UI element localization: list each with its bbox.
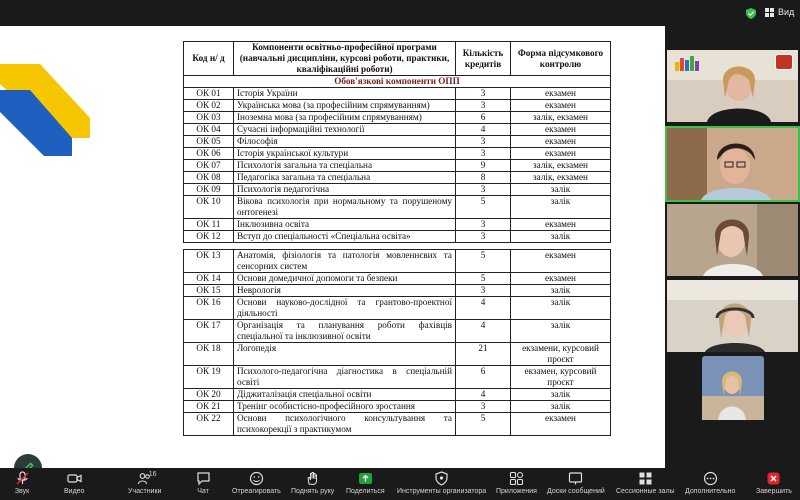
encryption-shield-icon[interactable] bbox=[746, 8, 756, 19]
cell-course-name: Основи психологічного консультування та психокорекції з практикумом bbox=[234, 413, 456, 436]
cell-assessment-form: залік bbox=[511, 196, 611, 219]
table-gap bbox=[184, 243, 611, 250]
participant-video bbox=[667, 280, 798, 352]
cell-code: ОК 10 bbox=[184, 196, 234, 219]
table-row bbox=[184, 320, 611, 343]
cell-credits: 4 bbox=[456, 320, 511, 343]
curriculum-table bbox=[183, 41, 611, 436]
smiley-icon bbox=[249, 471, 264, 486]
more-button[interactable] bbox=[685, 470, 735, 495]
audio-label: Звук bbox=[14, 488, 30, 495]
cell-course-name: Основи науково-дослідної та грантово-проектної діяльності bbox=[234, 297, 456, 320]
cell-course-name: Неврологія bbox=[234, 285, 456, 297]
table-body-professional bbox=[184, 250, 611, 436]
participants-count: 16 bbox=[148, 471, 157, 478]
cell-code: ОК 18 bbox=[184, 343, 234, 366]
table-row bbox=[184, 285, 611, 297]
cell-assessment-form: залік bbox=[511, 320, 611, 343]
chat-button[interactable] bbox=[195, 470, 211, 495]
cell-credits: 3 bbox=[456, 184, 511, 196]
table-row bbox=[184, 401, 611, 413]
cell-credits: 4 bbox=[456, 124, 511, 136]
meeting-top-bar bbox=[0, 0, 800, 26]
more-label: Дополнительно bbox=[685, 488, 736, 495]
view-label: Вид bbox=[778, 7, 795, 17]
audio-button[interactable] bbox=[14, 470, 30, 495]
cell-assessment-form: екзамен bbox=[511, 148, 611, 160]
cell-assessment-form: екзамен bbox=[511, 136, 611, 148]
apps-label: Приложения bbox=[496, 488, 537, 495]
end-label: Завершить bbox=[756, 488, 792, 495]
react-button[interactable] bbox=[232, 470, 281, 495]
shared-screen bbox=[0, 26, 665, 468]
cell-credits: 21 bbox=[456, 343, 511, 366]
cell-credits: 4 bbox=[456, 297, 511, 320]
shield-icon bbox=[434, 471, 449, 486]
participants-label: Участники bbox=[128, 488, 162, 495]
cell-course-name: Педагогіка загальна та спеціальна bbox=[234, 172, 456, 184]
cell-credits: 3 bbox=[456, 231, 511, 243]
university-logo bbox=[673, 54, 703, 72]
chat-label: Чат bbox=[197, 488, 209, 495]
cell-course-name: Основи домедичної допомоги та безпеки bbox=[234, 273, 456, 285]
cell-course-name: Психолого-педагогічна діагностика в спеціальній освіті bbox=[234, 366, 456, 389]
cell-credits: 3 bbox=[456, 148, 511, 160]
breakout-label: Сессионные залы bbox=[616, 488, 675, 495]
share-label: Поделиться bbox=[346, 488, 385, 495]
cell-assessment-form: екзамен bbox=[511, 250, 611, 273]
table-row bbox=[184, 366, 611, 389]
participant-tile-5[interactable] bbox=[702, 356, 764, 420]
table-row bbox=[184, 172, 611, 184]
video-camera-icon bbox=[67, 471, 82, 486]
cell-code: ОК 22 bbox=[184, 413, 234, 436]
table-row bbox=[184, 148, 611, 160]
cell-assessment-form: екзамен bbox=[511, 219, 611, 231]
cell-code: ОК 09 bbox=[184, 184, 234, 196]
cell-credits: 6 bbox=[456, 366, 511, 389]
whiteboard-icon bbox=[568, 471, 583, 486]
cell-credits: 3 bbox=[456, 100, 511, 112]
table-row bbox=[184, 343, 611, 366]
cell-course-name: Вступ до спеціальності «Спеціальна освіта» bbox=[234, 231, 456, 243]
raised-hand-icon bbox=[305, 471, 320, 486]
cell-assessment-form: залік bbox=[511, 231, 611, 243]
cell-credits: 5 bbox=[456, 196, 511, 219]
table-row bbox=[184, 389, 611, 401]
host-tools-label: Инструменты организатора bbox=[397, 488, 487, 495]
table-row bbox=[184, 196, 611, 219]
table-row bbox=[184, 250, 611, 273]
cell-assessment-form: екзамен bbox=[511, 100, 611, 112]
cell-assessment-form: екзамен bbox=[511, 273, 611, 285]
participant-gallery[interactable] bbox=[665, 26, 800, 468]
cell-course-name: Історія української культури bbox=[234, 148, 456, 160]
cell-course-name: Інклюзивна освіта bbox=[234, 219, 456, 231]
cell-credits: 3 bbox=[456, 219, 511, 231]
participant-tile-4[interactable] bbox=[667, 280, 798, 352]
cell-code: ОК 07 bbox=[184, 160, 234, 172]
cell-code: ОК 08 bbox=[184, 172, 234, 184]
cell-course-name: Історія України bbox=[234, 88, 456, 100]
cell-assessment-form: екзамен, курсовий проєкт bbox=[511, 366, 611, 389]
cell-code: ОК 20 bbox=[184, 389, 234, 401]
participants-button[interactable] bbox=[128, 470, 161, 495]
video-button[interactable] bbox=[64, 470, 84, 495]
participant-tile-1[interactable] bbox=[667, 50, 798, 122]
cell-course-name: Іноземна мова (за професійним спрямуванням) bbox=[234, 112, 456, 124]
cell-code: ОК 15 bbox=[184, 285, 234, 297]
cell-credits: 3 bbox=[456, 285, 511, 297]
table-row bbox=[184, 100, 611, 112]
participant-tile-2-active-speaker[interactable] bbox=[667, 128, 798, 200]
table-row bbox=[184, 231, 611, 243]
cell-credits: 8 bbox=[456, 172, 511, 184]
grid-view-icon bbox=[765, 8, 774, 17]
cell-code: ОК 21 bbox=[184, 401, 234, 413]
crest-badge-icon bbox=[775, 54, 793, 70]
cell-credits: 9 bbox=[456, 160, 511, 172]
cell-code: ОК 12 bbox=[184, 231, 234, 243]
section-title: Обов'язкові компоненти ОПП bbox=[184, 76, 611, 88]
cell-code: ОК 14 bbox=[184, 273, 234, 285]
cell-course-name: Психологія педагогічна bbox=[234, 184, 456, 196]
table-row bbox=[184, 124, 611, 136]
more-options-icon bbox=[703, 471, 718, 486]
participant-photo bbox=[702, 356, 764, 420]
cell-assessment-form: екзамен bbox=[511, 413, 611, 436]
participant-video bbox=[667, 128, 798, 200]
apps-button[interactable] bbox=[496, 470, 537, 495]
cell-assessment-form: залік, екзамен bbox=[511, 112, 611, 124]
table-header-row bbox=[184, 42, 611, 76]
end-meeting-button[interactable] bbox=[756, 470, 792, 495]
cell-code: ОК 01 bbox=[184, 88, 234, 100]
breakout-rooms-icon bbox=[638, 471, 653, 486]
view-menu-button[interactable] bbox=[765, 7, 794, 17]
cell-credits: 3 bbox=[456, 88, 511, 100]
cell-credits: 6 bbox=[456, 112, 511, 124]
apps-icon bbox=[509, 471, 524, 486]
meeting-toolbar bbox=[0, 468, 800, 500]
header-code: Код н/ д bbox=[184, 42, 234, 76]
cell-assessment-form: екзамен bbox=[511, 88, 611, 100]
cell-course-name: Сучасні інформаційні технології bbox=[234, 124, 456, 136]
cell-credits: 3 bbox=[456, 401, 511, 413]
whiteboards-label: Доски сообщений bbox=[547, 488, 605, 495]
cell-course-name: Психологія загальна та спеціальна bbox=[234, 160, 456, 172]
participant-video bbox=[667, 204, 798, 276]
cell-course-name: Вікова психологія при нормальному та порушеному онтогенезі bbox=[234, 196, 456, 219]
cell-course-name: Тренінг особистісно-професійного зростання bbox=[234, 401, 456, 413]
close-icon bbox=[766, 471, 781, 486]
cell-code: ОК 06 bbox=[184, 148, 234, 160]
table-body-mandatory bbox=[184, 76, 611, 243]
whiteboards-button[interactable] bbox=[547, 470, 605, 495]
muted-microphone-icon bbox=[15, 471, 30, 486]
cell-course-name: Організація та планування роботи фахівців спеціальної та інклюзивної освіти bbox=[234, 320, 456, 343]
raise-hand-button[interactable] bbox=[291, 470, 334, 495]
cell-assessment-form: залік bbox=[511, 184, 611, 196]
table-row bbox=[184, 160, 611, 172]
cell-assessment-form: залік bbox=[511, 285, 611, 297]
cell-credits: 5 bbox=[456, 413, 511, 436]
cell-code: ОК 03 bbox=[184, 112, 234, 124]
cell-assessment-form: екзамен bbox=[511, 124, 611, 136]
cell-credits: 3 bbox=[456, 136, 511, 148]
video-label: Видео bbox=[64, 488, 85, 495]
cell-code: ОК 16 bbox=[184, 297, 234, 320]
share-button[interactable] bbox=[346, 470, 385, 495]
cell-code: ОК 02 bbox=[184, 100, 234, 112]
cell-assessment-form: залік, екзамен bbox=[511, 160, 611, 172]
cell-code: ОК 11 bbox=[184, 219, 234, 231]
ukraine-flag-graphic bbox=[0, 26, 90, 156]
cell-course-name: Анатомія, фізіологія та патологія мовленнєвих та сенсорних систем bbox=[234, 250, 456, 273]
table-row bbox=[184, 219, 611, 231]
cell-code: ОК 17 bbox=[184, 320, 234, 343]
cell-assessment-form: залік bbox=[511, 389, 611, 401]
header-components: Компоненти освітньо-професійної програми (навчальні дисципліни, курсові роботи, практики, кваліфікаційні роботи) bbox=[234, 42, 456, 76]
chat-bubble-icon bbox=[196, 471, 211, 486]
share-screen-icon bbox=[358, 471, 373, 486]
cell-course-name: Філософія bbox=[234, 136, 456, 148]
cell-course-name: Українська мова (за професійним спрямуванням) bbox=[234, 100, 456, 112]
host-tools-button[interactable] bbox=[397, 470, 486, 495]
table-row bbox=[184, 112, 611, 124]
cell-code: ОК 13 bbox=[184, 250, 234, 273]
section-row bbox=[184, 76, 611, 88]
header-credits: Кількість кредитів bbox=[456, 42, 511, 76]
cell-code: ОК 05 bbox=[184, 136, 234, 148]
react-label: Отреагировать bbox=[232, 488, 281, 495]
table-row bbox=[184, 413, 611, 436]
cell-assessment-form: екзамени, курсовий проєкт bbox=[511, 343, 611, 366]
breakout-rooms-button[interactable] bbox=[616, 470, 675, 495]
table-row bbox=[184, 297, 611, 320]
cell-course-name: Логопедія bbox=[234, 343, 456, 366]
cell-assessment-form: залік, екзамен bbox=[511, 172, 611, 184]
cell-assessment-form: залік bbox=[511, 297, 611, 320]
table-row bbox=[184, 136, 611, 148]
cell-course-name: Діджиталізація спеціальної освіти bbox=[234, 389, 456, 401]
cell-assessment-form: залік bbox=[511, 401, 611, 413]
table-row bbox=[184, 273, 611, 285]
cell-code: ОК 04 bbox=[184, 124, 234, 136]
table-row bbox=[184, 88, 611, 100]
participant-tile-3[interactable] bbox=[667, 204, 798, 276]
pencil-icon bbox=[21, 461, 35, 468]
cell-code: ОК 19 bbox=[184, 366, 234, 389]
cell-credits: 4 bbox=[456, 389, 511, 401]
cell-credits: 5 bbox=[456, 250, 511, 273]
cell-credits: 5 bbox=[456, 273, 511, 285]
raise-hand-label: Поднять руку bbox=[291, 488, 335, 495]
header-form: Форма підсумкового контролю bbox=[511, 42, 611, 76]
table-row bbox=[184, 184, 611, 196]
annotate-button[interactable] bbox=[14, 454, 42, 468]
